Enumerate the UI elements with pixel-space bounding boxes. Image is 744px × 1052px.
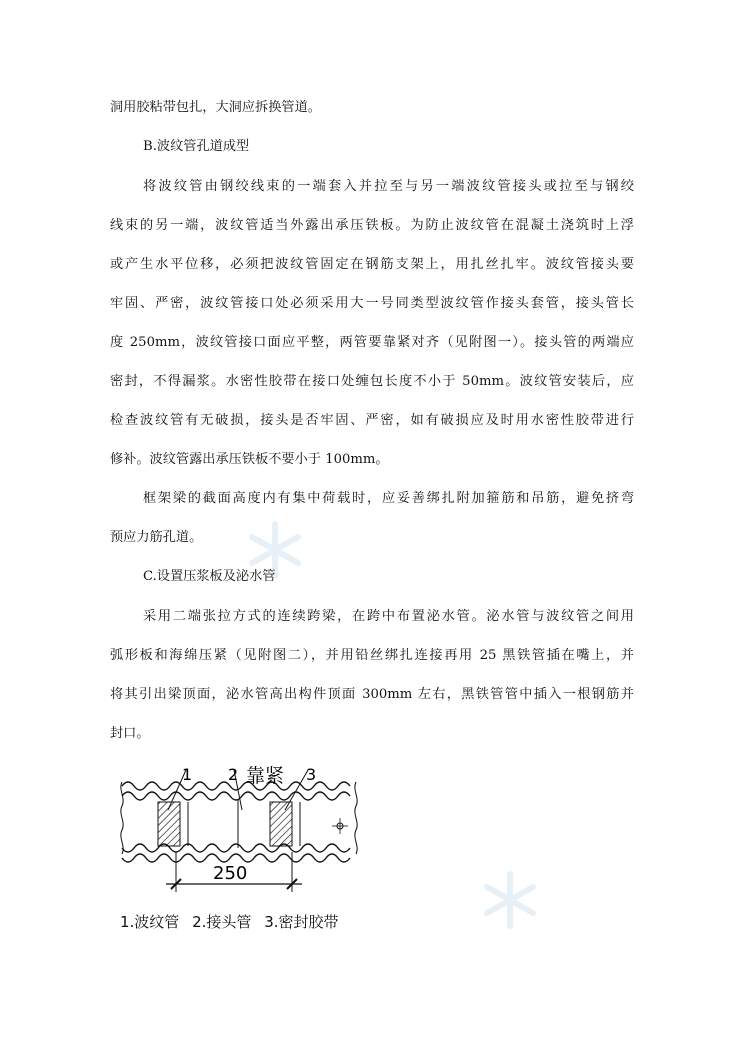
section-heading-b: B.波纹管孔道成型	[143, 139, 250, 154]
paragraph-line: 检查波纹管有无破损，接头是否牢固、严密，如有破损应及时用水密性胶带进行	[110, 413, 634, 428]
paragraph-line: 将波纹管由钢绞线束的一端套入并拉至与另一端波纹管接头或拉至与钢绞	[143, 179, 634, 194]
paragraph-line: 修补。波纹管露出承压铁板不要小于 100mm。	[110, 452, 389, 467]
duct-joint-diagram	[110, 760, 370, 900]
snowflake-watermark-icon	[480, 870, 540, 930]
dimension-label: 250	[213, 863, 248, 884]
caption-item: 2.接头管	[192, 913, 252, 931]
paragraph-line: 线束的另一端，波纹管适当外露出承压铁板。为防止波纹管在混凝土浇筑时上浮	[110, 218, 634, 233]
paragraph-line: 框架梁的截面高度内有集中荷载时，应妥善绑扎附加箍筋和吊筋，避免挤弯	[143, 491, 634, 506]
paragraph-line: 将其引出梁顶面，泌水管高出构件顶面 300mm 左右，黑铁管管中插入一根钢筋并	[110, 687, 634, 702]
paragraph-line: 采用二端张拉方式的连续跨梁，在跨中布置泌水管。泌水管与波纹管之间用	[143, 609, 634, 624]
paragraph-line: 预应力筋孔道。	[110, 530, 203, 545]
section-heading-c: C.设置压浆板及泌水管	[143, 569, 276, 584]
paragraph-line: 或产生水平位移，必须把波纹管固定在钢筋支架上，用扎丝扎牢。波纹管接头要	[110, 257, 634, 272]
paragraph-line: 密封，不得漏浆。水密性胶带在接口处缠包长度不小于 50mm。波纹管安装后，应	[110, 374, 634, 389]
paragraph-line: 封口。	[110, 726, 150, 741]
label-2: 2	[228, 765, 239, 784]
paragraph-line: 牢固、严密，波纹管接口处必须采用大一号同类型波纹管作接头套管，接头管长	[110, 296, 634, 311]
figure-caption	[120, 915, 347, 930]
label-3: 3	[306, 765, 317, 784]
paragraph-line: 度 250mm，波纹管接口面应平整，两管要靠紧对齐（见附图一）。接头管的两端应	[110, 335, 634, 350]
paragraph-line: 弧形板和海绵压紧（见附图二），并用铅丝绑扎连接再用 25 黑铁管插在嘴上，并	[110, 648, 634, 663]
label-tight: 靠紧	[246, 765, 285, 787]
caption-item: 3.密封胶带	[264, 913, 339, 931]
caption-item: 1.波纹管	[120, 913, 180, 931]
paragraph-line: 洞用胶粘带包扎，大洞应拆换管道。	[110, 100, 321, 115]
label-1: 1	[182, 765, 193, 784]
